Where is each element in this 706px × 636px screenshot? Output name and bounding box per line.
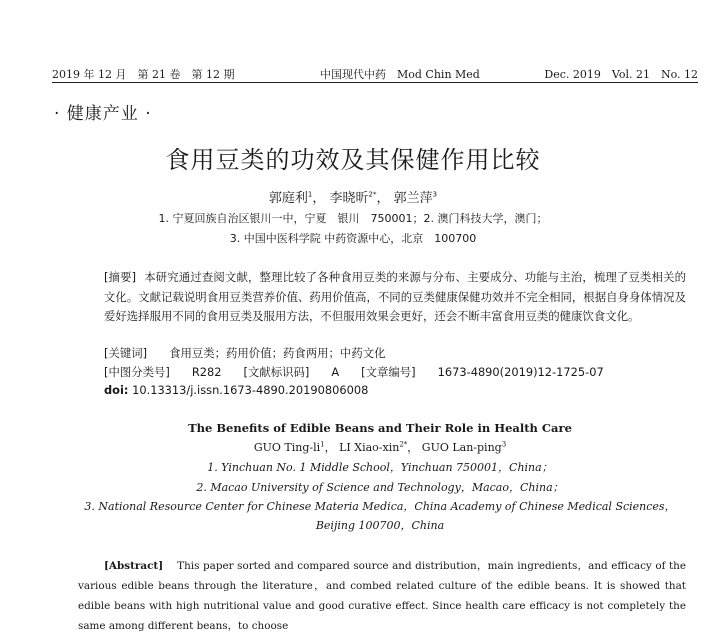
abstract-en	[78, 556, 686, 636]
header-issue-zh: 2019 年 12 月 第 21 卷 第 12 期	[52, 68, 235, 81]
keywords-value: 食用豆类；药用价值；药食两用；中药文化	[169, 346, 386, 360]
keywords-label: [关键词]	[104, 346, 148, 360]
abstract-zh	[104, 268, 686, 327]
doi-row	[104, 383, 368, 397]
author-name: 郭兰萍	[393, 191, 433, 206]
affiliation-en: 3. National Resource Center for Chinese Materia Medica，China Academy of Chinese Medical Sciences，	[84, 500, 676, 513]
author-affiliation-mark: 2*	[368, 190, 377, 199]
affiliation-en: 1. Yinchuan No. 1 Middle School，Yinchuan 750001，China；	[207, 461, 553, 474]
clc-label: [中图分类号]	[104, 365, 170, 379]
header-journal-name: 中国现代中药 Mod Chin Med	[320, 68, 480, 81]
abstract-en-label: [Abstract]	[104, 560, 164, 572]
author-separator: ，	[407, 441, 419, 454]
author-name: 郭庭利	[268, 191, 308, 206]
author-affiliation-mark: 2*	[399, 440, 408, 449]
doi-value: 10.13313/j.issn.1673-4890.20190806008	[132, 383, 369, 397]
author-separator: ，	[312, 191, 326, 206]
author-name: LI Xiao-xin	[339, 441, 400, 454]
author-name: GUO Ting-li	[253, 441, 321, 454]
section-label: · 健康产业 ·	[54, 104, 152, 124]
author-affiliation-mark: 3	[432, 190, 438, 199]
abstract-zh-text: 本研究通过查阅文献，整理比较了各种食用豆类的来源与分布、主要成分、功能与主治，梳理了豆类相关的文化。文献记载说明食用豆类营养价值、药用价值高，不同的豆类健康保健功效并不完全相同，根据自身身体情况及爱好选择服用不同的食用豆类及服用方法，不但服用效果会更好，还会不断丰富食用豆类的健康饮食文化。	[104, 270, 686, 323]
abstract-en-text: This paper sorted and compared source and distribution，main ingredients，and efficacy of the various edible beans through the literature，and combed related culture of the edible beans. It is showed that edible beans with high nutritional value and good curative effect. Since health care efficacy is not completely the same among different beans，to choose	[78, 560, 686, 632]
affiliation-zh: 1. 宁夏回族自治区银川一中，宁夏 银川 750001；2. 澳门科技大学，澳门；	[158, 212, 548, 225]
abstract-zh-label: [摘要]	[104, 270, 137, 284]
running-header	[52, 64, 698, 83]
author-affiliation-mark: 1	[307, 190, 313, 199]
classification-row	[104, 364, 604, 380]
author-list-en	[0, 439, 706, 455]
author-affiliation-mark: 1	[320, 440, 325, 449]
article-title-en: The Benefits of Edible Beans and Their Role in Health Care	[188, 421, 572, 435]
article-number-label: [文章编号]	[361, 365, 416, 379]
author-list-zh	[0, 187, 706, 206]
clc-value: R282	[191, 365, 222, 379]
keywords-row	[104, 345, 386, 361]
doc-code-label: [文献标识码]	[243, 365, 310, 379]
doi-label: doi:	[104, 383, 129, 397]
affiliation-zh: 3. 中国中医科学院 中药资源中心，北京 100700	[229, 232, 477, 245]
author-separator: ，	[376, 191, 390, 206]
author-name: 李晓昕	[329, 191, 369, 206]
affiliation-en: 2. Macao University of Science and Technology，Macao，China；	[196, 481, 564, 494]
article-number-value: 1673-4890(2019)12-1725-07	[437, 365, 604, 379]
author-affiliation-mark: 3	[501, 440, 507, 449]
author-name: GUO Lan-ping	[421, 441, 502, 454]
header-issue-en: Dec. 2019 Vol. 21 No. 12	[544, 68, 698, 81]
author-separator: ，	[324, 441, 336, 454]
affiliation-en: Beijing 100700，China	[315, 519, 445, 532]
article-title-zh: 食用豆类的功效及其保健作用比较	[165, 146, 541, 174]
doc-code-value: A	[331, 365, 340, 379]
